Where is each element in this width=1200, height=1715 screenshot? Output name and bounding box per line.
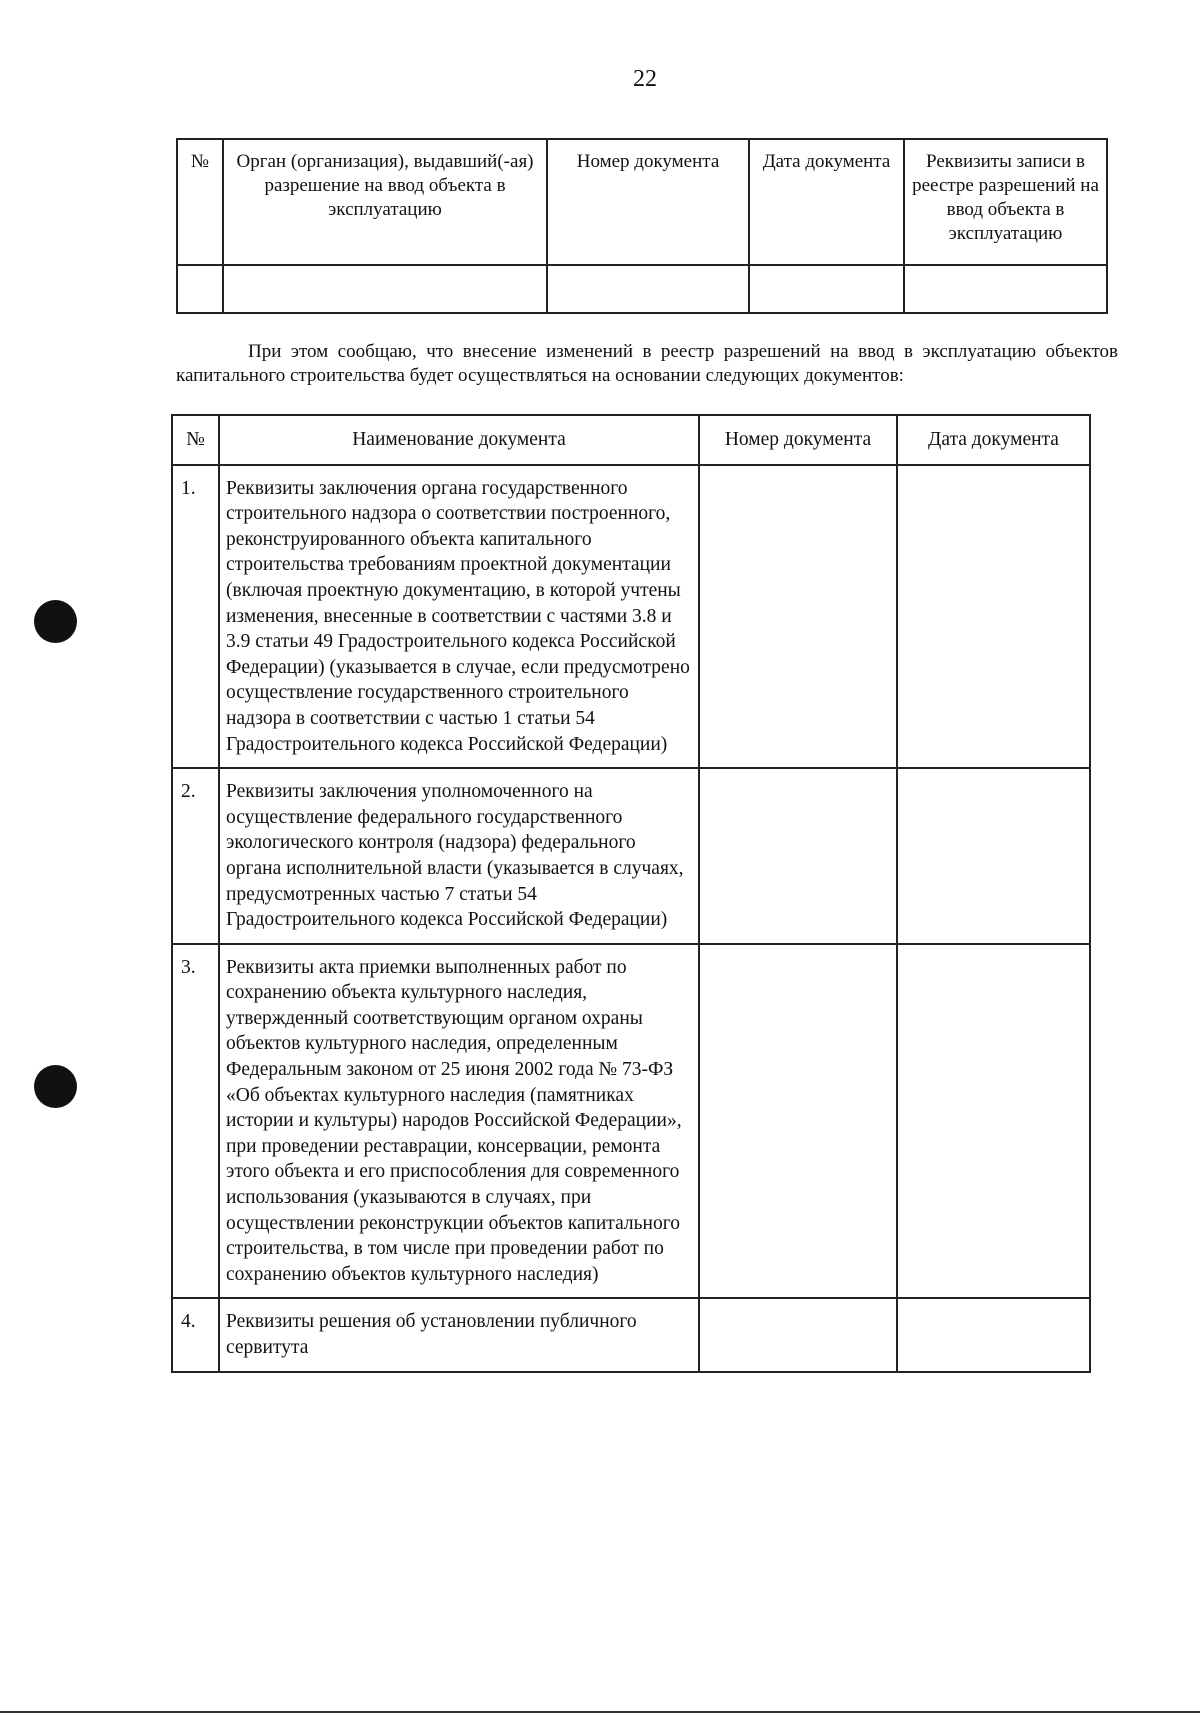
document-date-cell [897,768,1090,944]
column-header-issuing-body: Орган (организация), выдавший(-ая) разрешение на ввод объекта в эксплуатацию [223,139,547,265]
table-row [172,768,1090,944]
permit-info-table [176,138,1108,314]
document-date-cell [897,1298,1090,1371]
document-number-cell [699,944,897,1299]
column-header-number: № [177,139,223,265]
scan-edge-line [0,1711,1200,1713]
table-row [172,1298,1090,1371]
punch-hole-mark [34,1065,77,1108]
row-number: 2. [172,768,219,944]
documents-table [171,414,1091,1373]
document-number-cell [699,465,897,769]
column-header-document-name: Наименование документа [219,415,699,465]
column-header-document-date: Дата документа [897,415,1090,465]
empty-cell [177,265,223,313]
column-header-document-date: Дата документа [749,139,904,265]
document-date-cell [897,944,1090,1299]
document-name: Реквизиты акта приемки выполненных работ по сохранению объекта культурного наследия, утвержденный соответствующим органом охраны объектов культурного наследия, определенным Федеральным законом от 25 июня 2002 года № 73-ФЗ «Об объектах культурного наследия (памятниках истории и культуры) народов Российской Федерации», при проведении реставрации, консервации, ремонта этого объекта и его приспособления для современного использования (указываются в случаях, при осуществлении реконструкции объектов капитального строительства, в том числе при проведении работ по сохранению объектов культурного наследия) [219,944,699,1299]
document-name: Реквизиты заключения органа государственного строительного надзора о соответствии построенного, реконструированного объекта капитального строительства требованиям проектной документации (включая проектную документацию, в которой учтены изменения, внесенные в соответствии с частями 3.8 и 3.9 статьи 49 Градостроительного кодекса Российской Федерации) (указывается в случае, если предусмотрено осуществление государственного строительного надзора в соответствии с частью 1 статьи 54 Градостроительного кодекса Российской Федерации) [219,465,699,769]
table-row [172,465,1090,769]
row-number: 1. [172,465,219,769]
document-number-cell [699,1298,897,1371]
empty-cell [223,265,547,313]
document-date-cell [897,465,1090,769]
empty-cell [547,265,749,313]
empty-cell [904,265,1107,313]
table-row [172,944,1090,1299]
empty-cell [749,265,904,313]
punch-hole-mark [34,600,77,643]
document-name: Реквизиты заключения уполномоченного на осуществление федерального государственного экологического контроля (надзора) федерального органа исполнительной власти (указывается в случаях, предусмотренных частью 7 статьи 54 Градостроительного кодекса Российской Федерации) [219,768,699,944]
document-number-cell [699,768,897,944]
table-header-row [172,415,1090,465]
column-header-registry-record: Реквизиты записи в реестре разрешений на ввод объекта в эксплуатацию [904,139,1107,265]
column-header-number: № [172,415,219,465]
table-row [177,265,1107,313]
intro-paragraph: При этом сообщаю, что внесение изменений в реестр разрешений на ввод в эксплуатацию объектов капитального строительства будет осуществляться на основании следующих документов: [176,341,1118,386]
column-header-document-number: Номер документа [699,415,897,465]
column-header-document-number: Номер документа [547,139,749,265]
row-number: 3. [172,944,219,1299]
page-number: 22 [633,66,657,92]
document-name: Реквизиты решения об установлении публичного сервитута [219,1298,699,1371]
row-number: 4. [172,1298,219,1371]
table-header-row [177,139,1107,265]
